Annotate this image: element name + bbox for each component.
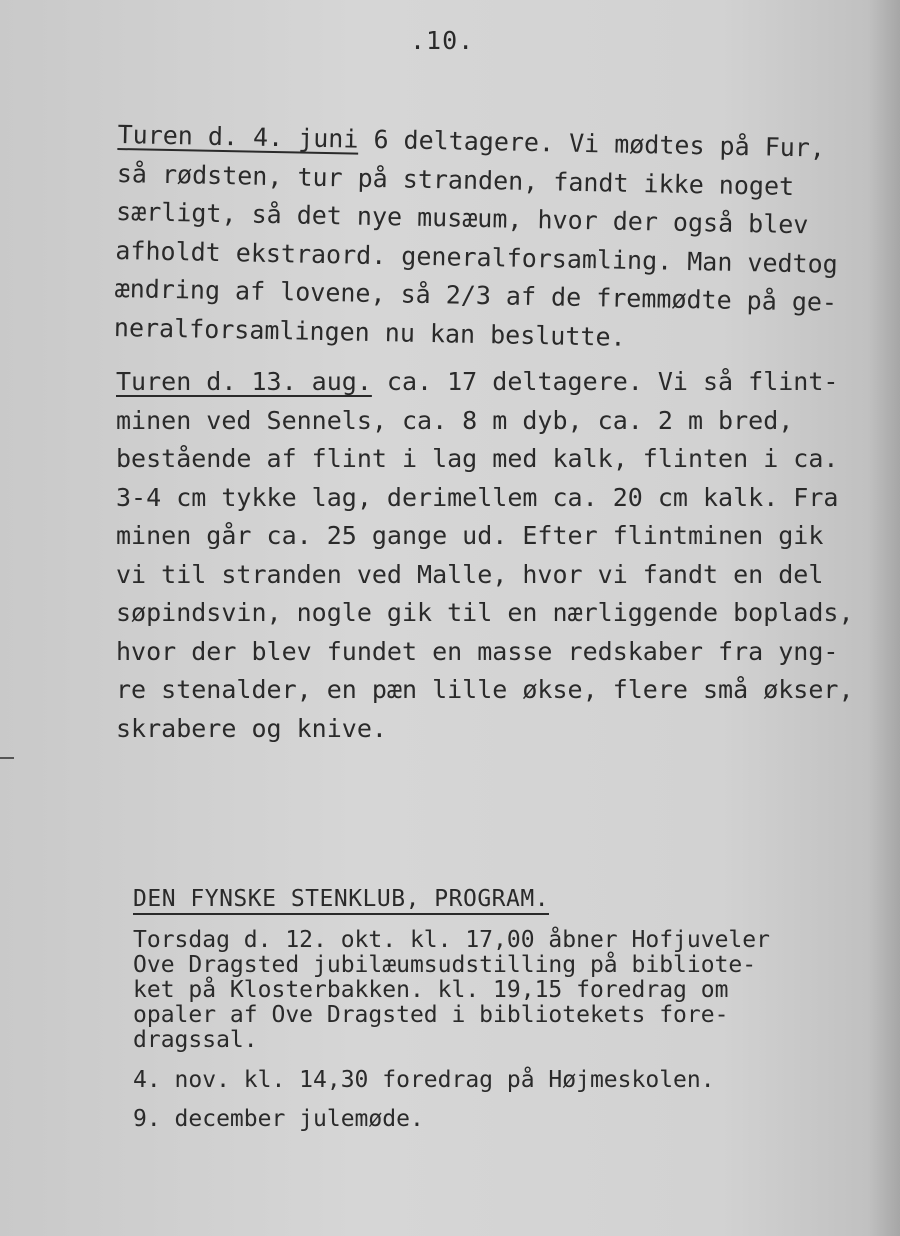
program-event-november	[133, 1068, 715, 1093]
trip-aug-line-8: hvor der blev fundet en masse redskaber fra yng-	[116, 636, 839, 666]
event-nov-line: 4. nov. kl. 14,30 foredrag på Højmeskolen.	[133, 1067, 715, 1093]
trip-june-line-3: særligt, så det nye musæum, hvor der også blev	[115, 196, 809, 240]
event-oct-line-5: dragssal.	[133, 1027, 258, 1053]
margin-mark	[0, 757, 14, 759]
trip-june-line-1: 6 deltagere. Vi mødtes på Fur,	[358, 124, 826, 163]
trip-june-label: Turen d. 4. juni	[117, 119, 359, 154]
event-oct-line-1: Torsdag d. 12. okt. kl. 17,00 åbner Hofjuveler	[133, 927, 770, 953]
trip-aug-line-2: minen ved Sennels, ca. 8 m dyb, ca. 2 m bred,	[116, 405, 794, 435]
program-heading: DEN FYNSKE STENKLUB, PROGRAM.	[133, 885, 549, 915]
trip-aug-first-line	[116, 363, 886, 402]
trip-june-line-4: afholdt ekstraord. generalforsamling. Man vedtog	[115, 235, 839, 279]
event-oct-line-4: opaler af Ove Dragsted i bibliotekets fore-	[133, 1002, 729, 1028]
trip-aug-line-6: vi til stranden ved Malle, hvor vi fandt en del	[116, 559, 824, 589]
trip-aug-line-10: skrabere og knive.	[116, 713, 387, 743]
trip-aug-line-7: søpindsvin, nogle gik til en nærliggende boplads,	[116, 598, 854, 627]
trip-aug-line-5: minen går ca. 25 gange ud. Efter flintminen gik	[116, 521, 824, 550]
trip-aug-line-3: bestående af flint i lag med kalk, flinten i ca.	[116, 444, 839, 473]
page-number: .10.	[410, 26, 475, 55]
event-oct-line-3: ket på Klosterbakken. kl. 19,15 foredrag om	[133, 977, 729, 1003]
event-oct-line-2: Ove Dragsted jubilæumsudstilling på bibliote-	[133, 952, 757, 978]
trip-aug-line-1: ca. 17 deltagere. Vi så flint-	[371, 367, 839, 396]
trip-aug-label: Turen d. 13. aug.	[116, 367, 372, 396]
trip-june-line-6: neralforsamlingen nu kan beslutte.	[113, 312, 626, 352]
event-dec-line: 9. december julemøde.	[133, 1106, 424, 1132]
program-event-december	[133, 1107, 424, 1132]
trip-aug-line-9: re stenalder, en pæn lille økse, flere små økser,	[116, 675, 854, 704]
trip-report-june	[114, 116, 878, 362]
trip-june-line-5: ændring af lovene, så 2/3 af de fremmødte på ge-	[114, 273, 838, 317]
trip-june-line-2: så rødsten, tur på stranden, fandt ikke noget	[116, 158, 795, 201]
trip-report-august	[116, 363, 886, 748]
trip-aug-line-4: 3-4 cm tykke lag, derimellem ca. 20 cm kalk. Fra	[116, 482, 839, 512]
program-event-october	[133, 928, 863, 1053]
